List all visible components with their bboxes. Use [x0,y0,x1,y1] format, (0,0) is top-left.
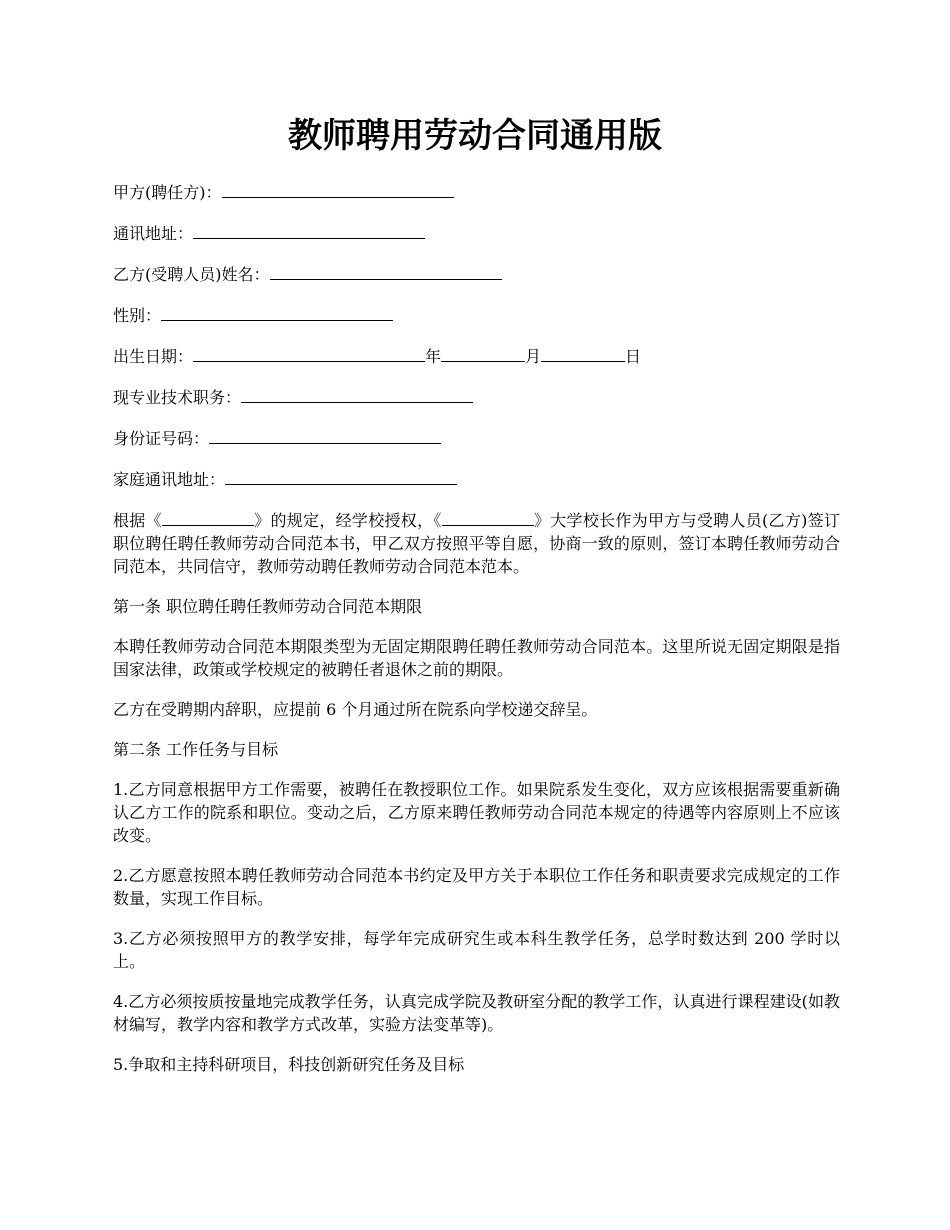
fill-blank[interactable] [241,385,473,403]
list-item: 3.乙方必须按照甲方的教学安排，每学年完成研究生或本科生教学任务，总学时数达到 200 学时以上。 [113,929,840,971]
field-party-a [113,180,840,204]
list-item: 5.争取和主持科研项目，科技创新研究任务及目标 [113,1055,465,1074]
field-birth-date [113,344,840,368]
fill-blank[interactable] [541,344,625,362]
field-label: 乙方(受聘人员)姓名： [113,265,270,284]
field-label: 通讯地址： [113,224,194,243]
fill-blank[interactable] [161,303,393,321]
year-label: 年 [425,347,442,366]
list-item: 4.乙方必须按质按量地完成教学任务，认真完成学院及教研室分配的教学工作，认真进行课程建设(如教材编写，教学内容和教学方式改革，实验方法变革等)。 [113,992,840,1034]
fill-blank[interactable] [270,262,502,280]
fill-blank[interactable] [209,426,441,444]
intro-text: 》的规定，经学校授权，《 [253,511,442,530]
fill-blank[interactable] [193,344,425,362]
field-party-b-name [113,262,840,286]
list-item: 1.乙方同意根据甲方工作需要，被聘任在教授职位工作。如果院系发生变化，双方应该根据需要重新确认乙方工作的院系和职位。变动之后，乙方原来聘任教师劳动合同范本规定的待遇等内容原则上不应该改变。 [113,780,840,845]
field-home-address [113,467,840,491]
field-address [113,221,840,245]
fill-blank[interactable] [193,221,425,239]
intro-text: 》大学校长作为甲方与受聘人员(乙方)签订职位聘任聘任教师劳动合同范本书，甲乙双方按照平等自愿，协商一致的原则，签订本聘任教师劳动合同范本，共同信守，教师劳动聘任教师劳动合同范本范本。 [113,511,840,576]
article-1-paragraph: 乙方在受聘期内辞职，应提前 6 个月通过所在院系向学校递交辞呈。 [113,700,598,719]
document-body [113,180,840,1093]
fill-blank[interactable] [225,467,457,485]
fill-blank[interactable] [442,508,534,526]
intro-paragraph [113,508,840,578]
fill-blank[interactable] [441,344,525,362]
fill-blank[interactable] [222,180,454,198]
field-title [113,385,840,409]
day-label: 日 [625,347,642,366]
list-item: 2.乙方愿意按照本聘任教师劳动合同范本书约定及甲方关于本职位工作任务和职责要求完成规定的工作数量，实现工作目标。 [113,866,840,908]
article-1-paragraph: 本聘任教师劳动合同范本期限类型为无固定期限聘任聘任教师劳动合同范本。这里所说无固定期限是指国家法律，政策或学校规定的被聘任者退休之前的期限。 [113,637,840,679]
article-2-heading: 第二条 工作任务与目标 [113,740,279,759]
field-label: 甲方(聘任方)： [113,183,222,202]
intro-text: 根据《 [113,511,162,530]
field-label: 出生日期： [113,347,194,366]
field-label: 现专业技术职务： [113,388,242,407]
field-id-number [113,426,840,450]
field-label: 家庭通讯地址： [113,470,226,489]
field-label: 身份证号码： [113,429,210,448]
document-title: 教师聘用劳动合同通用版 [288,116,662,156]
field-label: 性别： [113,306,162,325]
month-label: 月 [525,347,542,366]
fill-blank[interactable] [162,508,254,526]
article-1-heading: 第一条 职位聘任聘任教师劳动合同范本期限 [113,597,423,616]
field-gender [113,303,840,327]
